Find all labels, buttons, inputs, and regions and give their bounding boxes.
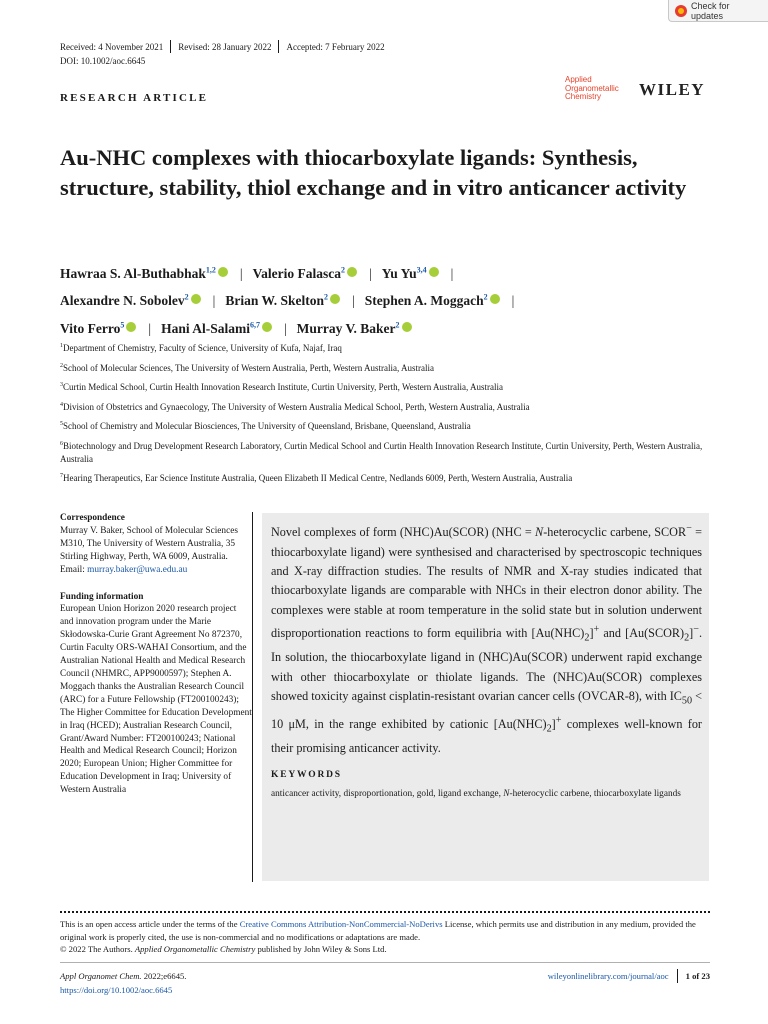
author-list (60, 258, 720, 341)
author[interactable] (60, 321, 138, 336)
citation-details: 2022;e6645. (141, 971, 187, 981)
affiliation-ref[interactable]: 2 (324, 292, 329, 302)
affiliation-number: 2 (60, 362, 63, 369)
correspondence-text: Murray V. Baker, School of Molecular Sciences M310, The University of Western Australia, 35 Stirling Highway, Perth, WA 6009, Australia. (60, 525, 238, 562)
affiliation-number: 7 (60, 473, 63, 479)
footer-divider (60, 962, 710, 963)
abstract-sub: 2 (684, 632, 690, 644)
divider: | (212, 293, 216, 309)
accepted-date: Accepted: 7 February 2022 (286, 41, 385, 52)
author-name: Hawraa S. Al-Buthabhak (60, 265, 206, 281)
keywords-italic: N (503, 789, 510, 799)
affiliation-text: Department of Chemistry, Faculty of Science, University of Kufa, Najaf, Iraq (63, 343, 342, 353)
abstract-italic: N (535, 525, 544, 540)
divider: | (511, 293, 515, 309)
affiliation-text: Biotechnology and Drug Development Research Laboratory, Curtin Medical School and Curtin Health Innovation Research Institute, Curtin University, Perth, Western Australia, Australia (60, 440, 703, 464)
sidebar (60, 512, 252, 797)
author-name: Murray V. Baker (296, 320, 396, 336)
affiliation (60, 360, 720, 375)
author-name: Alexandre N. Sobolev (60, 293, 185, 309)
author-name: Vito Ferro (60, 320, 121, 336)
abstract-sup: + (593, 624, 600, 636)
orcid-icon[interactable] (330, 294, 340, 304)
email-label: Email: (60, 564, 88, 575)
correspondence-email-line (60, 564, 252, 577)
divider: | (450, 265, 454, 281)
abstract-sub: 2 (584, 632, 590, 644)
affiliation-number: 1 (60, 343, 63, 349)
journal-logo (565, 76, 619, 102)
journal-logo-line: Applied (565, 75, 592, 84)
journal-logo-line: Chemistry (565, 92, 602, 102)
orcid-icon[interactable] (490, 294, 500, 304)
footer-right (514, 969, 710, 983)
abstract-text: = thiocarboxylate ligand) were synthesised and characterised by spectroscopic techniques and X-ray diffraction studies. The results of NMR and X-ray studies indicated that thiocarboxylate ligands are comparable with NHCs in their electron donor ability. The complexes were stable at room temperature in the solid state but in solution underwent disproportionation reactions to form equilibria with [Au(NHC) (271, 525, 703, 641)
publisher-logo: WILEY (639, 80, 706, 99)
author[interactable] (253, 266, 359, 281)
abstract-text: Novel complexes of form (NHC)Au(SCOR) (NHC = (271, 525, 536, 540)
author-name: Stephen A. Moggach (364, 293, 484, 309)
author[interactable] (60, 293, 203, 308)
doi-link[interactable]: https://doi.org/10.1002/aoc.6645 (60, 985, 173, 995)
keywords-heading: KEYWORDS (271, 770, 342, 780)
abstract-text: -heterocyclic carbene, SCOR (543, 525, 687, 540)
article-dates (60, 40, 385, 53)
affiliation-ref[interactable]: 6,7 (249, 320, 260, 330)
author-name: Valerio Falasca (252, 265, 341, 281)
author-name: Yu Yu (381, 265, 417, 281)
affiliation-ref[interactable]: 1,2 (205, 265, 216, 274)
orcid-icon[interactable] (126, 322, 136, 332)
affiliation-number: 5 (60, 421, 63, 427)
abstract-sup: + (555, 715, 562, 727)
divider (278, 40, 279, 53)
sidebar-divider (252, 512, 253, 882)
author-name: Brian W. Skelton (225, 293, 325, 309)
revised-date: Revised: 28 January 2022 (178, 41, 272, 52)
orcid-icon[interactable] (218, 267, 228, 277)
affiliation-number: 6 (60, 440, 63, 447)
affiliation (60, 470, 720, 485)
affiliation (60, 340, 720, 355)
affiliation-text: Division of Obstetrics and Gynaecology, The University of Western Australia Medical School, Perth, Western Australia, Australia (63, 401, 530, 412)
abstract-sub: 50 (681, 695, 693, 707)
citation-journal: Appl Organomet Chem. (60, 971, 142, 981)
copyright-journal: Applied Organometallic Chemistry (134, 944, 256, 955)
author[interactable] (365, 293, 502, 308)
affiliation-ref[interactable]: 2 (184, 292, 189, 302)
check-for-updates-label: Check for updates (691, 0, 730, 21)
author[interactable] (297, 321, 414, 336)
article-title: Au-NHC complexes with thiocarboxylate ligands: Synthesis, structure, stability, thiol exchange and in vitro anticancer activity (60, 145, 687, 200)
keywords-text: -heterocyclic carbene, thiocarboxylate ligands (509, 789, 681, 799)
license-text-part: This is an open access article under the terms of the (60, 919, 240, 929)
license-text (60, 918, 720, 943)
affiliation-number: 3 (60, 382, 63, 388)
keywords (271, 788, 691, 801)
orcid-icon[interactable] (402, 322, 412, 332)
license-link[interactable]: Creative Commons Attribution-NonCommercial-NoDerivs (239, 919, 443, 929)
author[interactable] (60, 266, 230, 281)
journal-logo-line: Organometallic (565, 83, 619, 93)
journal-url-link[interactable]: wileyonlinelibrary.com/journal/aoc (547, 971, 669, 981)
abstract-text: < 10 μM, in the range exhibited by cationic [Au(NHC) (271, 689, 703, 732)
funding-heading: Funding information (60, 591, 144, 602)
affiliation-ref[interactable]: 5 (120, 320, 125, 330)
affiliation-text: School of Chemistry and Molecular Biosciences, The University of Queensland, Brisbane, Queensland, Australia (63, 421, 471, 431)
divider: | (369, 265, 372, 281)
abstract-text: and [Au(SCOR) (599, 626, 685, 641)
copyright-text: published by John Wiley & Sons Ltd. (255, 944, 387, 955)
affiliation (60, 379, 720, 394)
abstract-text: ] (689, 626, 694, 641)
affiliation-ref[interactable]: 2 (483, 292, 488, 302)
crossmark-icon (675, 5, 687, 17)
author[interactable] (161, 321, 274, 336)
copyright (60, 943, 720, 956)
author-name: Hani Al-Salami (161, 320, 250, 336)
affiliation-list (60, 340, 720, 490)
check-for-updates-button[interactable] (668, 0, 768, 22)
author[interactable] (382, 266, 441, 281)
divider (170, 40, 171, 53)
divider: | (352, 293, 355, 309)
received-date: Received: 4 November 2021 (60, 41, 164, 52)
abstract-sub: 2 (546, 723, 552, 735)
affiliation (60, 418, 720, 433)
article-type: RESEARCH ARTICLE (60, 92, 209, 104)
affiliation-ref[interactable]: 2 (341, 265, 345, 274)
divider: | (239, 265, 243, 281)
citation-line (60, 969, 186, 983)
doi: DOI: 10.1002/aoc.6645 (60, 56, 146, 66)
affiliation-text: School of Molecular Sciences, The University of Western Australia, Perth, Western Australia, Australia (63, 362, 434, 373)
author[interactable] (225, 293, 342, 308)
abstract (271, 519, 702, 758)
copyright-text: © 2022 The Authors. (60, 944, 135, 955)
affiliation-ref[interactable]: 2 (395, 320, 400, 330)
affiliation-text: Curtin Medical School, Curtin Health Innovation Research Institute, Curtin University, Perth, Western Australia, Australia (63, 382, 503, 392)
affiliation (60, 438, 720, 466)
affiliation (60, 399, 720, 414)
abstract-text: . In solution, the thiocarboxylate ligand in (NHC)Au(SCOR) underwent rapid exchange with other thiocarboxylate or thiolate ligands. The (NHC)Au(SCOR) complexes showed toxicity against cisplatin-resistant ovarian cancer cells (OVCAR-8), with IC (271, 626, 702, 704)
orcid-icon[interactable] (191, 294, 201, 304)
abstract-sup: − (693, 624, 699, 636)
divider: | (148, 320, 152, 336)
abstract-text: ] (589, 626, 594, 641)
email-link[interactable]: murray.baker@uwa.edu.au (87, 564, 188, 575)
orcid-icon[interactable] (429, 267, 439, 277)
orcid-icon[interactable] (347, 267, 357, 277)
license-text-part: License, which permits use and distribution in any medium, provided the original work is properly cited, the use is non-commercial and no modifications or adaptations are made. (60, 919, 696, 942)
funding-text: European Union Horizon 2020 research project and innovation program under the Marie Skłodowska-Curie Grant Agreement No 872370, Curtin Faculty ORS-WAHAI Consortium, and the Australian National Health and Medical Research Council (NHMRC, APP9000597); Stephen A. Moggach thanks the Australian Research Council (ARC) for a Future Fellowship (FT200100243); The Higher Committee for Education Development in Iraq (HCED); Australian Research Council, Grant/Award Number: FT200100243; National Health and Medical Research Council; Horizon 2020; European Union; Higher Committee for Education Development in Iraq; University of Western Australia (60, 604, 252, 796)
keywords-text: anticancer activity, disproportionation, gold, ligand exchange, (271, 789, 504, 799)
correspondence-heading: Correspondence (60, 513, 125, 523)
page-number: 1 of 23 (685, 971, 710, 981)
affiliation-ref[interactable]: 3,4 (416, 265, 427, 274)
divider (677, 969, 678, 983)
affiliation-text: Hearing Therapeutics, Ear Science Institute Australia, Queen Elizabeth II Medical Centre, Nedlands 6009, Perth, Western Australia, Australia (63, 473, 573, 483)
footer-citation (60, 969, 186, 997)
divider: | (283, 320, 287, 336)
abstract-text: ] (551, 717, 556, 732)
dotted-divider (60, 911, 710, 913)
abstract-sup: − (686, 523, 692, 534)
affiliation-number: 4 (60, 401, 63, 408)
license-notice (60, 918, 720, 956)
abstract-text: complexes well-known for their promising anticancer activity. (271, 717, 702, 756)
orcid-icon[interactable] (262, 322, 272, 332)
